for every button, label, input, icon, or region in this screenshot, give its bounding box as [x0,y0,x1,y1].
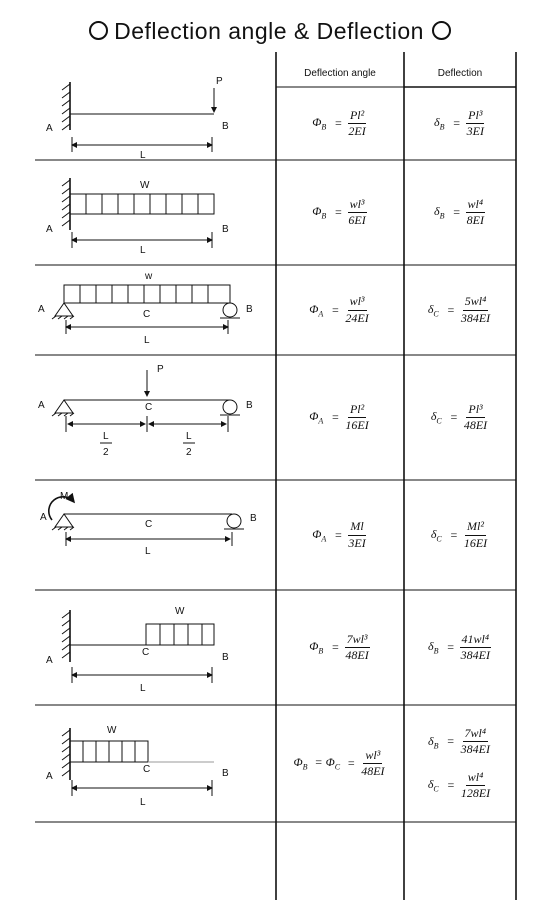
label-b: B [250,513,257,524]
label-l: L [140,150,146,161]
numerator: Pl² [348,109,366,124]
formula-subscript: A [321,534,327,544]
label-c: C [143,309,151,320]
label-l: L [145,546,151,557]
formula-subscript: B [439,211,445,221]
formula-subscript: B [302,762,308,772]
label-l: L [144,335,150,346]
denominator: 24EI [345,310,369,325]
fraction [462,520,489,549]
equals-sign: = [449,527,458,542]
equals-sign: = [331,410,340,424]
numerator: wl³ [348,295,367,310]
numerator: Pl³ [466,403,484,418]
label-c: C [142,647,150,658]
denominator: 16EI [463,535,488,550]
formula [434,109,486,138]
denominator: 384EI [460,648,490,662]
numerator: Pl³ [466,109,484,124]
fraction [359,749,386,778]
label-w: W [140,180,150,191]
denominator: 384EI [460,742,490,757]
formula-symbol: $\Phi_A$ [309,301,324,319]
formula-subscript: C [436,534,442,544]
formula [431,403,489,432]
formula-symbol: $\Phi_B$ [309,639,324,656]
fraction [459,771,492,800]
title-text: Deflection angle & Deflection [114,18,424,44]
label-b: B [222,652,229,663]
denominator: 3EI [466,124,484,138]
fraction [346,520,367,549]
formula-symbol: $\Phi_B$ [312,204,327,221]
numerator: 41wl⁴ [460,633,492,648]
label-a: A [38,304,45,315]
label-a: A [46,123,53,134]
fraction [346,109,367,138]
label-l: L [140,245,146,256]
denominator: 8EI [466,213,484,227]
deflection-angle-cell [277,160,403,265]
header-deflection: Deflection [437,68,483,79]
formula [312,109,367,138]
label-b: B [222,224,229,235]
formula [293,749,386,778]
label-w: W [175,606,185,617]
deflection-cell [405,480,515,590]
formula-symbol: $\delta_C$ [430,409,442,426]
fraction [343,403,370,432]
formula-symbol: $\delta_C$ [427,301,439,319]
formula [434,198,486,227]
equals-sign: = [334,527,343,542]
formula-subscript: B [318,646,324,656]
formula-symbol: $\delta_B$ [428,639,439,656]
formula-symbol: $\delta_B$ [434,115,445,132]
formula-symbol: $\Phi_B$ [312,115,327,132]
label-b: B [246,304,253,315]
formula-subscript: C [433,309,439,319]
formula-subscript: B [321,122,327,132]
equals-sign: = [334,116,343,130]
label-l-half-left: L [103,431,109,442]
equals-sign: = [334,205,343,219]
fraction [459,727,492,756]
deflection-angle-cell [277,355,403,480]
numerator: wl⁴ [466,771,486,786]
numerator: 7wl³ [345,633,370,648]
label-w: W [107,725,117,736]
formula-subscript: A [318,309,324,319]
label-2-right: 2 [186,447,192,458]
label-b: B [222,768,229,779]
numerator: wl³ [348,198,367,213]
formula-symbol: $\Phi_B$ [293,755,308,772]
equals-sign: = [446,640,455,654]
numerator: 7wl⁴ [463,727,489,742]
equals-sign: = [446,777,455,792]
formula [312,520,367,549]
formula [309,633,370,662]
denominator: 48EI [345,648,369,662]
label-l-half-right: L [186,431,192,442]
numerator: Ml² [465,520,486,535]
fraction [465,198,486,227]
fraction [462,403,489,432]
denominator: 16EI [345,418,369,432]
fraction [346,198,367,227]
formula-symbol: $\Phi_A$ [309,409,324,426]
label-a: A [46,771,53,782]
numerator: 5wl⁴ [463,295,489,310]
formula [428,771,492,800]
numerator: wl³ [363,749,382,764]
formula-subscript: B [321,211,327,221]
label-p: P [216,76,223,87]
equals-sign: = [446,302,455,317]
denominator: 3EI [348,535,366,550]
diagram-row-2 [62,178,214,248]
formula-subscript: A [318,416,324,426]
formula-subscript: C [436,416,442,426]
numerator: Ml [348,520,365,535]
label-c: C [145,519,153,530]
formula-subscript: B [439,122,445,132]
label-2-left: 2 [103,447,109,458]
formula-symbol: $\delta_C$ [430,526,442,544]
deflection-cell [405,160,515,265]
fraction [465,109,486,138]
formula-subscript: C [433,784,439,794]
formula-subscript: B [433,741,439,750]
deflection-cell [405,590,515,705]
label-a: A [46,224,53,235]
deflection-angle-cell [277,590,403,705]
formula [309,295,370,324]
formula [431,520,489,549]
formula-symbol: $\delta_C$ [427,776,439,794]
label-c: C [143,764,151,775]
label-b: B [246,400,253,411]
diagram-row-1 [62,82,214,152]
formula-symbol: $\delta_B$ [428,733,439,750]
denominator: 48EI [361,764,385,778]
label-l: L [140,683,146,694]
deflection-cell [405,705,515,822]
fraction [343,295,370,324]
fraction [459,633,492,662]
deflection-angle-cell [277,480,403,590]
formula-symbol: $\Phi_A$ [312,526,327,544]
fraction [343,633,370,662]
equals-sign: = [331,640,340,654]
formula-subscript: C [334,762,341,772]
equals-sign: = [347,756,356,770]
label-p: P [157,364,164,375]
formula-subscript: B [433,646,439,656]
deflection-cell [405,355,515,480]
deflection-cell [405,87,515,160]
equals-sign: = [452,205,461,219]
label-l: L [140,797,146,808]
label-w: w [145,271,153,282]
equals-sign: = [331,302,340,317]
formula [428,295,492,324]
label-a: A [38,400,45,411]
denominator: 2EI [348,124,366,138]
deflection-cell [405,265,515,355]
deflection-angle-cell [277,87,403,160]
deflection-angle-cell [277,265,403,355]
formula [428,633,492,662]
label-a: A [46,655,53,666]
fraction [459,295,492,324]
formula [309,403,370,432]
denominator: 384EI [460,310,491,325]
label-c: C [145,402,153,413]
equals-sign: = [452,116,461,130]
denominator: 48EI [463,418,488,432]
label-m: M [60,491,69,502]
numerator: Pl² [348,403,366,418]
formula [312,198,367,227]
deflection-angle-cell [277,705,403,822]
header-deflection-angle: Deflection angle [304,68,376,79]
label-b: B [222,121,229,132]
denominator: 128EI [460,785,491,800]
equals-sign: = [449,410,458,424]
numerator: wl⁴ [466,198,486,213]
denominator: 6EI [348,213,366,227]
formula-symbol: $\delta_B$ [434,204,445,221]
diagram-row-6 [62,610,214,683]
diagram-row-7 [62,728,214,796]
label-a: A [40,512,47,523]
formula [428,727,492,756]
formula-equal-symbol: = $\Phi_C$ [314,755,341,772]
equals-sign: = [446,734,455,749]
